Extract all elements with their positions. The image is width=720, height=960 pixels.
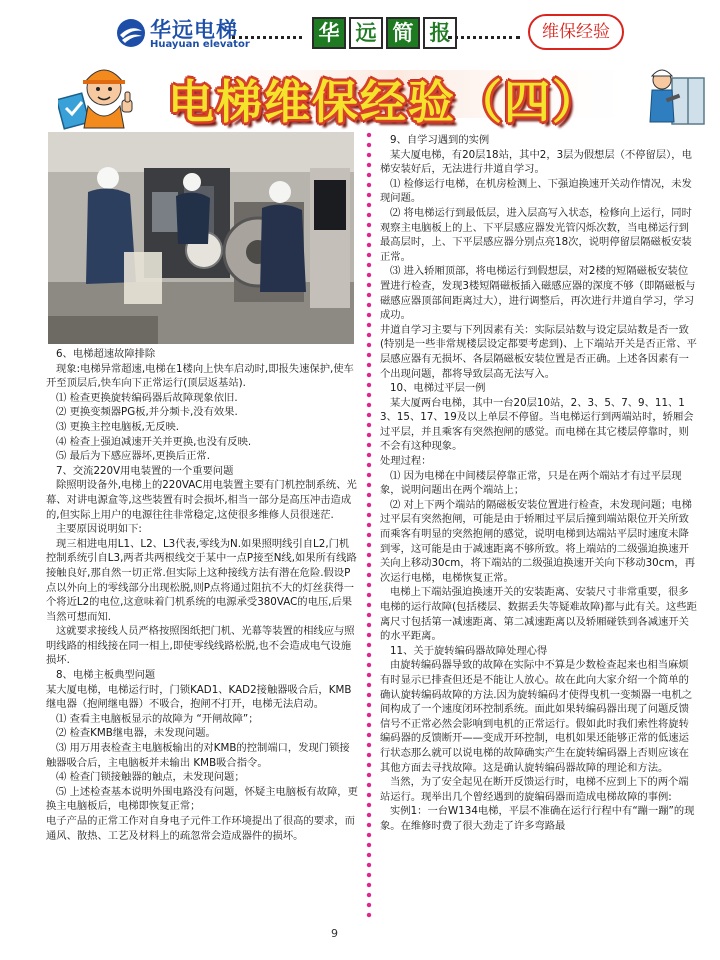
paragraph: 7、交流220V用电装置的一个重要问题	[56, 464, 234, 477]
huayuan-logo-icon	[116, 18, 146, 48]
paragraph: 电梯上下端站强迫换速开关的安装距离、安装尺寸非常重要，很多电梯的运行故障(包括楼层、数据丢失等疑难故障)都与此有关。这些距离尺寸包括第一减速距离、第二减速距离以及轿厢碰铁到各减速开关的水平距离。	[380, 586, 697, 643]
paragraph: 某大厦两台电梯，其中一台20层10站，2、3、5、7、9、11、13、15、17、19及以上单层不停留。当电梯运行到两端站时，轿厢会过平层，并且乘客有突然抱闸的感觉。而电梯在其它楼层停靠时，则不会有这种现象。	[380, 396, 694, 453]
section-heading: 6、电梯超速故障排除	[56, 348, 156, 360]
worker-thumbs-up-icon	[58, 56, 142, 130]
paragraph: ⑸ 最后为下感应器坏,更换后正常.	[56, 450, 210, 463]
paragraph: ⑷ 检查上强迫减速开关并更换,也没有反映.	[56, 435, 252, 448]
newsletter-char: 简	[386, 17, 420, 49]
paragraph: ⑸ 上述检查基本说明外围电路没有问题，怀疑主电脑板有故障，更换主电脑板后，电梯即恢复正常；	[46, 785, 358, 813]
column-divider	[366, 130, 372, 920]
paragraph: 电子产品的正常工作对自身电子元件工作环境提出了很高的要求，而通风、散热、工艺及材料上的疏忽常会造成器件的损坏。	[46, 815, 355, 842]
worker-repair-icon	[646, 60, 708, 130]
paragraph: 当然，为了安全起见在断开反馈运行时，电梯不应到上下的两个端站运行。现举出几个曾经遇到的旋编码器而造成电梯故障的事例:	[380, 776, 689, 803]
paragraph: 10、电梯过平层一例	[390, 382, 486, 395]
paragraph: 8、电梯主板典型问题	[56, 669, 156, 682]
brand-name-cn: 华远电梯	[150, 18, 238, 42]
brand-name-en: Huayuan elevator	[150, 39, 250, 50]
paragraph: 这就要求接线人员严格按照图纸把门机、光幕等装置的相线应与照明线路的相线接在同一相上,即使零线线路松脱,也不会造成电气设施损坏.	[46, 625, 355, 667]
paragraph: 某大厦电梯，电梯运行时，门锁KAD1、KAD2接触器吸合后，KMB继电器（抱闸继电器）不吸合，抱闸不打开，电梯无法启动。	[46, 683, 352, 711]
elevator-maintenance-photo	[48, 132, 354, 344]
article-title: 电梯维保经验（四）	[168, 75, 600, 129]
paragraph: ⑴ 因为电梯在中间楼层停靠正常，只是在两个端站才有过平层现象，说明问题出在两个端站上；	[380, 469, 682, 497]
paragraph: 由旋转编码器导致的故障在实际中不算是少数检查起来也相当麻烦有时显示已排查但还是不能让人放心。故在此向大家介绍一个简单的确认旋转编码故障的方法.因为旋转编码才使得曳机一变频器一电机之间构成了一个速度闭环控制系统。面此如果转编码器出现了问题反馈信号不正常必然会影响到电机的正常运行。假如此时我们索性将旋转编码器的反馈断开——变成开环控制，电机如果还能够正常的低速运行状态那么就可以说电梯的故障确实产生在旋转编码器上否则应该在其他方面去寻找故障。这是确认旋转编码器故障的理论和方法。	[380, 659, 693, 774]
paragraph: ⑵ 将电梯运行到最低层，进入层高写入状态，检修向上运行，同时观察主电脑板上的上、下平层感应器发光管闪烁次数，当电梯运行到最高层时，上、下平层感应器分别点亮18次，说明停留层隔磁板安装正常。	[380, 206, 692, 263]
header-dotted-line-right	[448, 36, 520, 39]
paragraph: ⑵ 更换变频器PG板,并分频卡,没有效果.	[56, 406, 238, 419]
page-header	[0, 0, 720, 62]
right-column	[380, 133, 698, 834]
paragraph: ⑵ 对上下两个端站的隔磁板安装位置进行检查，未发现问题；电梯过平层有突然抱闸，可能是由于轿厢过平层后撞到端站限位开关所致而乘客有明显的突然抱闸的感觉，说明电梯到达端站平层时速度未降到零，这可能是由于减速距离不够所致。将上端站的二级强迫换速开关向上移动30cm，将下端站的二级强迫换速开关向下移动30cm，再次运行电梯，电梯恢复正常。	[380, 498, 696, 584]
paragraph: 某大厦电梯，有20层18站，其中2，3层为假想层（不停留层），电梯安装好后，无法进行井道自学习。	[380, 148, 692, 176]
header-dotted-line-left	[232, 36, 302, 39]
newsletter-title	[312, 17, 460, 49]
paragraph: 主要原因说明如下:	[56, 523, 142, 536]
paragraph: ⑴ 检查更换旋转编码器后故障现象依旧.	[56, 391, 238, 404]
left-column	[46, 347, 358, 843]
newsletter-char: 报	[423, 17, 457, 49]
paragraph: ⑶ 进入轿厢顶部，将电梯运行到假想层，对2楼的短隔磁板安装位置进行检查，发现3楼短隔磁板插入磁感应器的深度不够（即隔磁板与磁感应器顶部间距离过大），进行调整后，再次进行井道自学习，学习成功。	[380, 265, 696, 322]
paragraph: 现象:电梯异常超速,电梯在1楼向上快车启动时,即报失速保护,使车开至顶层后,快车向下正常运行(顶层返基站).	[46, 362, 354, 390]
section-badge: 维保经验	[528, 14, 624, 50]
paragraph: 实例1：一台W134电梯，平层不准确在运行行程中有“蹦一蹦”的现象。在维修时费了很大劲走了许多弯路最	[380, 805, 695, 832]
paragraph: 11、关于旋转编码器故障处理心得	[390, 644, 548, 657]
newsletter-char: 华	[312, 17, 346, 49]
paragraph: ⑷ 检查门锁接触器的触点，未发现问题；	[56, 771, 245, 784]
paragraph: 除照明设备外,电梯上的220VAC用电装置主要有门机控制系统、光幕、对讲电源盒等,这些装置有时会损坏,相当一部分是高压冲击造成的,但实际上用户的电源往往非常稳定,这使很多维修人员很迷茫.	[46, 479, 357, 521]
paragraph: 井道自学习主要与下列因素有关：实际层站数与设定层站数是否一致(特别是一些非常规楼层设定都要考虑到)、上下端站开关是否正常、平层感应器有无损坏、各层隔磁板安装位置是否正确。上述各因素有一个出现问题，都将导致层高无法写入。	[380, 323, 697, 380]
paragraph: 处理过程：	[380, 455, 432, 468]
paragraph: ⑶ 用万用表检查主电脑板输出的对KMB的控制端口，发现门锁接触器吸合后，主电脑板并未输出 KMB吸合指令。	[46, 742, 350, 769]
paragraph: ⑵ 检查KMB继电器，未发现问题。	[56, 727, 216, 740]
section-heading: 9、自学习遇到的实例	[390, 134, 490, 146]
paragraph: ⑴ 查看主电脑板显示的故障为 “开闸故障”；	[56, 712, 259, 725]
newsletter-char: 远	[349, 17, 383, 49]
paragraph: ⑴ 检修运行电梯，在机房检测上、下强迫换速开关动作情况，未发现问题。	[380, 177, 692, 205]
paragraph: 现三相进电用L1、L2、L3代表,零线为N.如果照明线引自L2,门机控制系统引自L3,两者共两根线交于某中一点P接至N线,如果所有线路接触良好,那自然一切正常.但实际上这种接线方法有潜在危险.假设P点以外向上的零线部分出现松脱,则P点将通过阻抗不大的灯丝获得一个将近L2的电位,这意味着门机系统的电源承受380VAC的电压,后果当然可想而知.	[46, 537, 357, 623]
page-number: 9	[331, 927, 338, 940]
paragraph: ⑶ 更换主控电脑板,无反映.	[56, 420, 180, 433]
